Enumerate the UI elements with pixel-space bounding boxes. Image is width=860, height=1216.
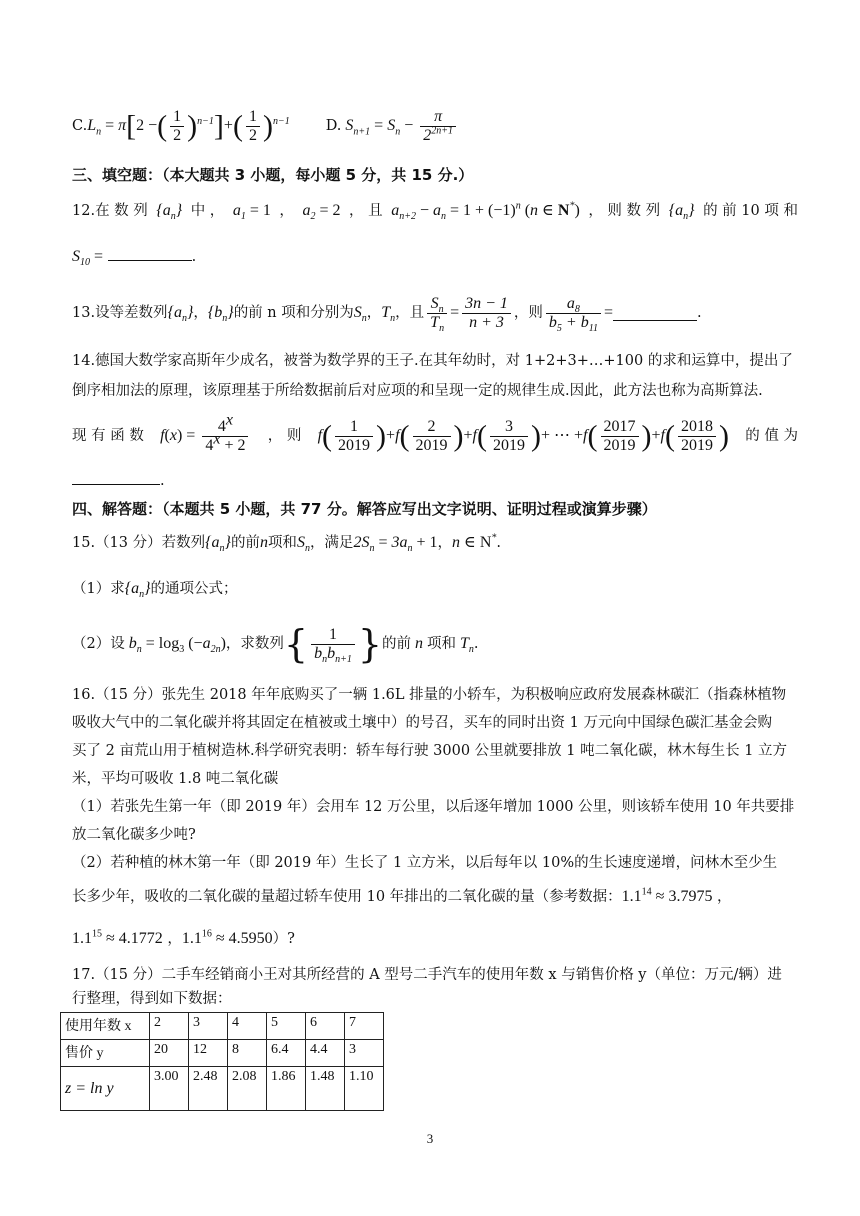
table-cell: 3.00 [150,1067,189,1111]
table-cell: 5 [267,1013,306,1040]
question-14-line-2: 倒序相加法的原理，该原理基于所给数据前后对应项的和呈现一定的规律生成.因此，此方法也称为高斯算法. [72,383,763,399]
question-16-part-1-line-2: 放二氧化碳多少吨? [72,827,196,843]
table-cell: 4 [228,1013,267,1040]
option-c-label: C. [72,118,88,134]
answer-blank[interactable] [72,470,160,485]
table-cell: 2.08 [228,1067,267,1111]
table-cell: 1.48 [306,1067,345,1111]
table-row [61,1040,384,1067]
question-16-part-1-line-1: （1）若张先生第一年（即 2019 年）会用车 12 万公里，以后逐年增加 1000 公里，则该轿车使用 10 年共要排 [72,799,795,815]
table-cell: 2 [150,1013,189,1040]
table-row [61,1013,384,1040]
question-16-line-1: 16.（15 分）张先生 2018 年年底购买了一辆 1.6L 排量的小轿车，为积极响应政府发展森林碳汇（指森林植物 [72,687,787,703]
option-row-cd [72,98,798,154]
table-row-label: z = ln y [61,1067,150,1111]
section-3-heading: 三、填空题：（本大题共 3 小题，每小题 5 分，共 15 分.） [72,166,474,184]
answer-blank[interactable] [108,246,192,261]
answer-blank[interactable] [613,306,697,321]
question-14-line-4: . [72,470,798,492]
table-row [61,1067,384,1111]
question-12-line-2: $S_{10}$ = . [72,248,197,269]
table-cell: 20 [150,1040,189,1067]
question-16-line-4: 米，平均可吸收 1.8 吨二氧化碳 [72,771,279,787]
table-cell: 6.4 [267,1040,306,1067]
question-17-line-1: 17.（15 分）二手车经销商小王对其所经营的 A 型号二手汽车的使用年数 x 与销售价格 y（单位：万元/辆）进 [72,967,782,983]
question-12-line-1: 12.在 数 列 $\{a_n\}$ 中 ， $a_1 = 1$ ， $a_2 = 2$ ， 且 $a_{n+2} - a_n = 1 + (-1)^n$ (n ∈ N*) ， 则 数 列 $\{a_n\}$ 的 前 10 项 和 [72,200,798,223]
question-16-part-2-line-1: （2）若种植的林木第一年（即 2019 年）生长了 1 立方米，以后每年以 10%的生长速度递增，问林木至少生 [72,855,778,871]
question-14-line-3: 现 有 函 数 f(x) = $\frac{4^x}{4^x + 2}$ ， 则 f( $\frac{1}{2019}$ )+f( $\frac{2}{2019}$ )+f( $\frac{3}{2019}$ )+ ⋯ +f( $\frac{2017}{2019}$ )+f( $\frac{2018}{2019}$ ) 的 值 为 [72,411,798,454]
table-row-label: 售价 y [61,1040,150,1067]
table-row-label: 使用年数 x [61,1013,150,1040]
question-17-line-2: 行整理，得到如下数据： [72,991,232,1007]
question-16-part-2-line-3: $1.1^{15} \approx 4.1772$ ，$1.1^{16} \approx 4.5950$）? [72,928,295,947]
table-cell: 1.10 [345,1067,384,1111]
question-16-part-2-line-2: 长多少年，吸收的二氧化碳的量超过轿车使用 10 年排出的二氧化碳的量（参考数据：$1.1^{14} \approx 3.7975$ ， [72,886,732,905]
question-15: 15.（13 分）若数列$\{a_n\}$的前n项和$S_n$，满足$2S_n = 3a_n + 1$，n ∈ N*. [72,532,502,555]
question-16-line-2: 吸收大气中的二氧化碳并将其固定在植被或土壤中）的号召，买车的同时出资 1 万元向中国绿色碳汇基金会购 [72,715,772,731]
page-number: 3 [426,1131,434,1146]
question-15-part-1: （1）求$\{a_n\}$的通项公式； [72,580,238,601]
table-cell: 1.86 [267,1067,306,1111]
data-table [60,1012,384,1111]
option-d-label: D. [325,118,342,134]
question-16-line-3: 买了 2 亩荒山用于植树造林.科学研究表明：轿车每行驶 3000 公里就要排放 1 吨二氧化碳，林木每生长 1 立方 [72,743,788,759]
question-15-part-2: （2）设 $b_n = \log_3 (-a_{2n})$ ，求数列 { $\frac{1}{b_nb_{n+1}}$ } 的前 n 项和 $T_n$ . [72,622,479,666]
table-cell: 3 [189,1013,228,1040]
question-14-line-1: 14.德国大数学家高斯年少成名，被誉为数学界的王子.在其年幼时，对 1+2+3+…+100 的求和运算中，提出了 [72,353,793,369]
option-d-formula: $S_{n+1} = S_n$ − $\frac{\pi}{2^{2n+1}}$ [341,108,459,145]
table-cell: 4.4 [306,1040,345,1067]
section-4-heading: 四、解答题：（本题共 5 小题，共 77 分。解答应写出文字说明、证明过程或演算步骤） [72,500,657,518]
table-cell: 2.48 [189,1067,228,1111]
table-cell: 8 [228,1040,267,1067]
table-cell: 12 [189,1040,228,1067]
table-cell: 6 [306,1013,345,1040]
option-c-formula: $L_n = \pi[2$ −( $\frac{1}{2}$ )$^{n-1}$]+( $\frac{1}{2}$ )$^{n-1}$ [87,107,290,144]
table-cell: 7 [345,1013,384,1040]
table-cell: 3 [345,1040,384,1067]
question-13: 13. 设等差数列 $\{a_n\}$ ， $\{b_n\}$ 的前 n 项和分别为 $S_n$ ， $T_n$ ，且 $\frac{S_n}{T_n}$ = $\frac{3n - 1}{n + 3}$ ，则 $\frac{a_8}{b_5 + b_{11}}$ = . [72,294,702,334]
